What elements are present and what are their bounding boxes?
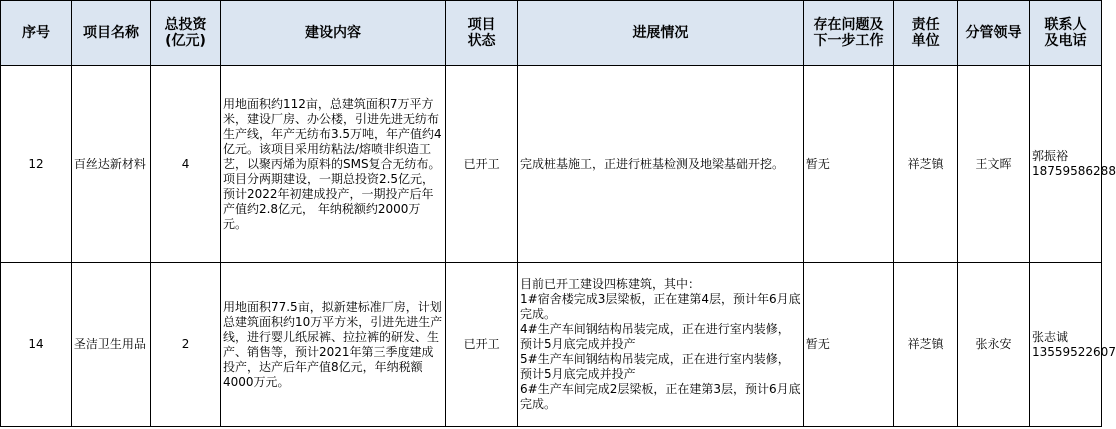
header-progress: 进展情况	[518, 1, 804, 66]
cell-issues: 暂无	[803, 263, 893, 427]
cell-content: 用地面积77.5亩，拟新建标准厂房，计划总建筑面积约10万平方米，引进先进生产线，进行婴儿纸尿裤、拉拉裤的研发、生产、销售等，预计2021年第三季度建成投产，达产后年产值8亿元，年纳税额4000万元。	[220, 263, 445, 427]
cell-unit: 祥芝镇	[894, 66, 958, 263]
cell-leader: 王文晖	[958, 66, 1030, 263]
cell-investment: 2	[151, 263, 221, 427]
cell-issues: 暂无	[803, 66, 893, 263]
cell-project-name: 百丝达新材料	[71, 66, 150, 263]
cell-contact: 郭振裕 18759586288	[1029, 66, 1101, 263]
table-row	[1, 263, 1102, 427]
cell-unit: 祥芝镇	[894, 263, 958, 427]
table-row	[1, 66, 1102, 263]
cell-status: 已开工	[446, 263, 518, 427]
header-row	[1, 1, 1102, 66]
cell-status: 已开工	[446, 66, 518, 263]
cell-progress: 完成桩基施工，正进行桩基检测及地梁基础开挖。	[518, 66, 804, 263]
cell-no: 12	[1, 66, 72, 263]
header-investment: 总投资 (亿元)	[151, 1, 221, 66]
header-content: 建设内容	[220, 1, 445, 66]
header-unit: 责任 单位	[894, 1, 958, 66]
header-contact: 联系人 及电话	[1029, 1, 1101, 66]
cell-progress: 目前已开工建设四栋建筑，其中： 1#宿舍楼完成3层梁板，正在建第4层，预计年6月底完成。 4#生产车间钢结构吊装完成，正在进行室内装修，预计5月底完成并投产 5#生产车间钢结构吊装完成，正在进行室内装修，预计5月底完成并投产 6#生产车间完成2层梁板，正在建第3层，预计6月底完成。	[518, 263, 804, 427]
cell-content: 用地面积约112亩，总建筑面积7万平方米，建设厂房、办公楼，引进先进无纺布生产线，年产无纺布3.5万吨，年产值约4亿元。该项目采用纺粘法/熔喷非织造工艺，以聚丙烯为原料的SMS复合无纺布。项目分两期建设，一期总投资2.5亿元，预计2022年初建成投产，一期投产后年产值约2.8亿元， 年纳税额约2000万元。	[220, 66, 445, 263]
header-no: 序号	[1, 1, 72, 66]
cell-contact: 张志诚 13559522607	[1029, 263, 1101, 427]
cell-investment: 4	[151, 66, 221, 263]
header-leader: 分管领导	[958, 1, 1030, 66]
header-issues: 存在问题及 下一步工作	[803, 1, 893, 66]
header-project-name: 项目名称	[71, 1, 150, 66]
header-status: 项目 状态	[446, 1, 518, 66]
cell-leader: 张永安	[958, 263, 1030, 427]
cell-no: 14	[1, 263, 72, 427]
cell-project-name: 圣洁卫生用品	[71, 263, 150, 427]
